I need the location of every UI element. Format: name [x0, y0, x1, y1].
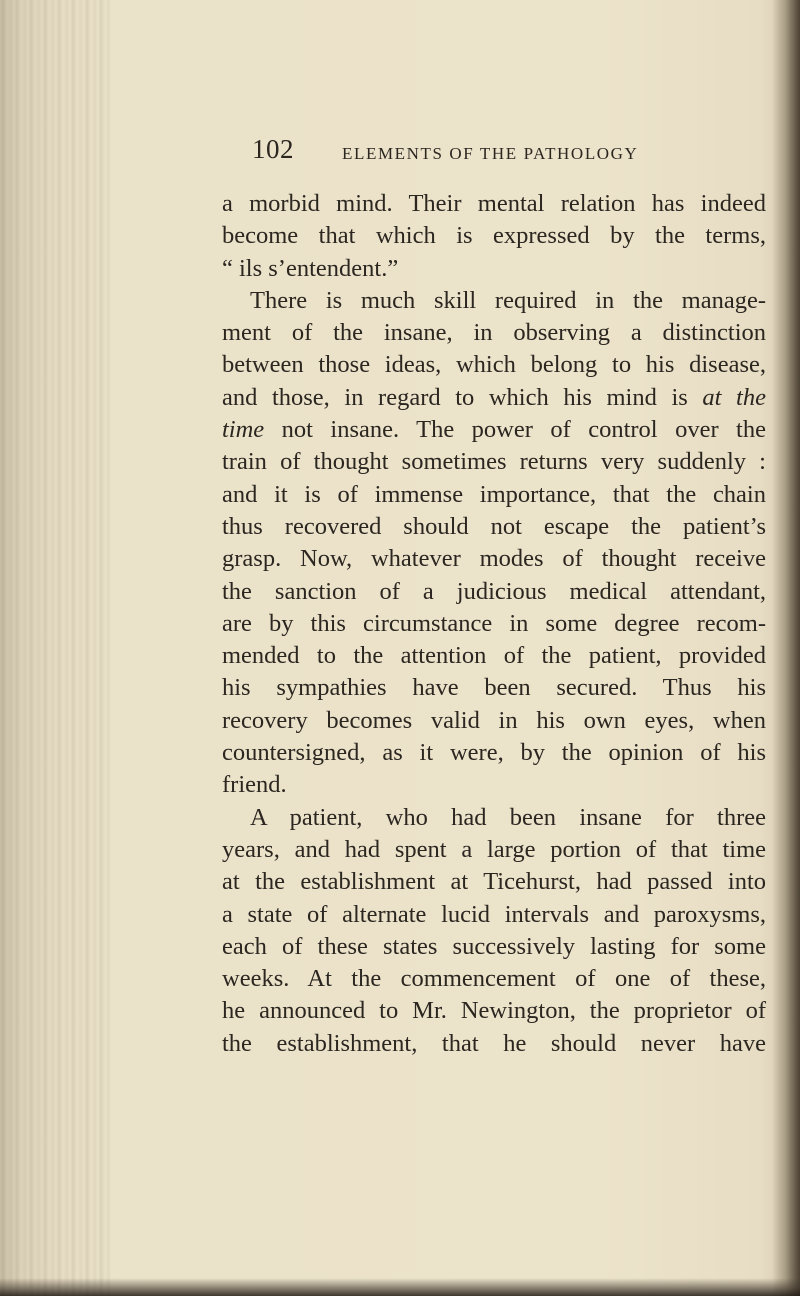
text-line: [222, 769, 766, 801]
text-segment: grasp. Now, whatever modes of thought receive: [222, 545, 766, 573]
text-segment: mended to the attention of the patient, provided: [222, 642, 766, 670]
text-line: [222, 995, 766, 1027]
text-line: [222, 349, 766, 381]
text-segment: countersigned, as it were, by the opinion of his: [222, 739, 766, 767]
text-line: [222, 285, 766, 317]
text-line: [222, 511, 766, 543]
text-line: [222, 317, 766, 349]
text-line: [222, 931, 766, 963]
text-segment: are by this circumstance in some degree recom-: [222, 609, 766, 637]
text-segment: not insane. The power of control over the: [264, 416, 766, 444]
text-line: [222, 576, 766, 608]
text-segment: his sympathies have been secured. Thus his: [222, 674, 766, 702]
text-segment: weeks. At the commencement of one of these,: [222, 965, 766, 993]
text-segment: There is much skill required in the manage-: [250, 286, 766, 314]
text-line: [222, 963, 766, 995]
page-edge-bottom: [0, 1278, 800, 1296]
text-segment: become that which is expressed by the terms,: [222, 222, 766, 250]
text-segment: and those, in regard to which his mind is: [222, 383, 703, 411]
text-segment: ment of the insane, in observing a distinction: [222, 319, 766, 347]
text-line: [222, 866, 766, 898]
text-segment: years, and had spent a large portion of that time: [222, 835, 766, 863]
text-segment: friend.: [222, 771, 287, 799]
running-head: ELEMENTS OF THE PATHOLOGY: [342, 144, 639, 163]
text-segment: each of these states successively lasting for some: [222, 932, 766, 960]
italic-text: at the: [702, 383, 766, 411]
text-line: [222, 672, 766, 704]
text-line: [222, 834, 766, 866]
text-line: [222, 608, 766, 640]
text-line: [222, 899, 766, 931]
text-segment: the establishment, that he should never have: [222, 1029, 766, 1057]
text-segment: at the establishment at Ticehurst, had passed into: [222, 868, 766, 896]
text-segment: train of thought sometimes returns very suddenly :: [222, 448, 766, 476]
text-line: [222, 543, 766, 575]
text-line: [222, 446, 766, 478]
text-segment: recovery becomes valid in his own eyes, when: [222, 706, 766, 734]
text-line: [222, 1028, 766, 1060]
text-segment: A patient, who had been insane for three: [250, 803, 766, 831]
text-line: [222, 220, 766, 252]
text-segment: a state of alternate lucid intervals and paroxysms,: [222, 900, 766, 928]
page-number: 102: [252, 134, 294, 164]
text-line: [222, 253, 766, 285]
text-line: [222, 188, 766, 220]
page-edge-right: [772, 0, 800, 1296]
italic-text: time: [222, 416, 265, 444]
text-line: [222, 737, 766, 769]
text-segment: the sanction of a judicious medical attendant,: [222, 577, 766, 605]
text-segment: a morbid mind. Their mental relation has indeed: [222, 190, 766, 217]
page-header: [252, 134, 732, 174]
text-segment: between those ideas, which belong to his disease,: [222, 351, 766, 379]
text-line: [222, 479, 766, 511]
text-segment: he announced to Mr. Newington, the proprietor of: [222, 997, 766, 1025]
binding-shadow: [0, 0, 110, 1296]
text-segment: “ ils s’entendent.”: [222, 254, 399, 282]
text-line: [222, 705, 766, 737]
text-line: [222, 640, 766, 672]
text-line: [222, 802, 766, 834]
text-segment: and it is of immense importance, that the chain: [222, 480, 766, 508]
text-line: [222, 382, 766, 414]
body-text: [222, 188, 766, 1060]
text-line: [222, 414, 766, 446]
text-segment: thus recovered should not escape the patient’s: [222, 512, 766, 540]
